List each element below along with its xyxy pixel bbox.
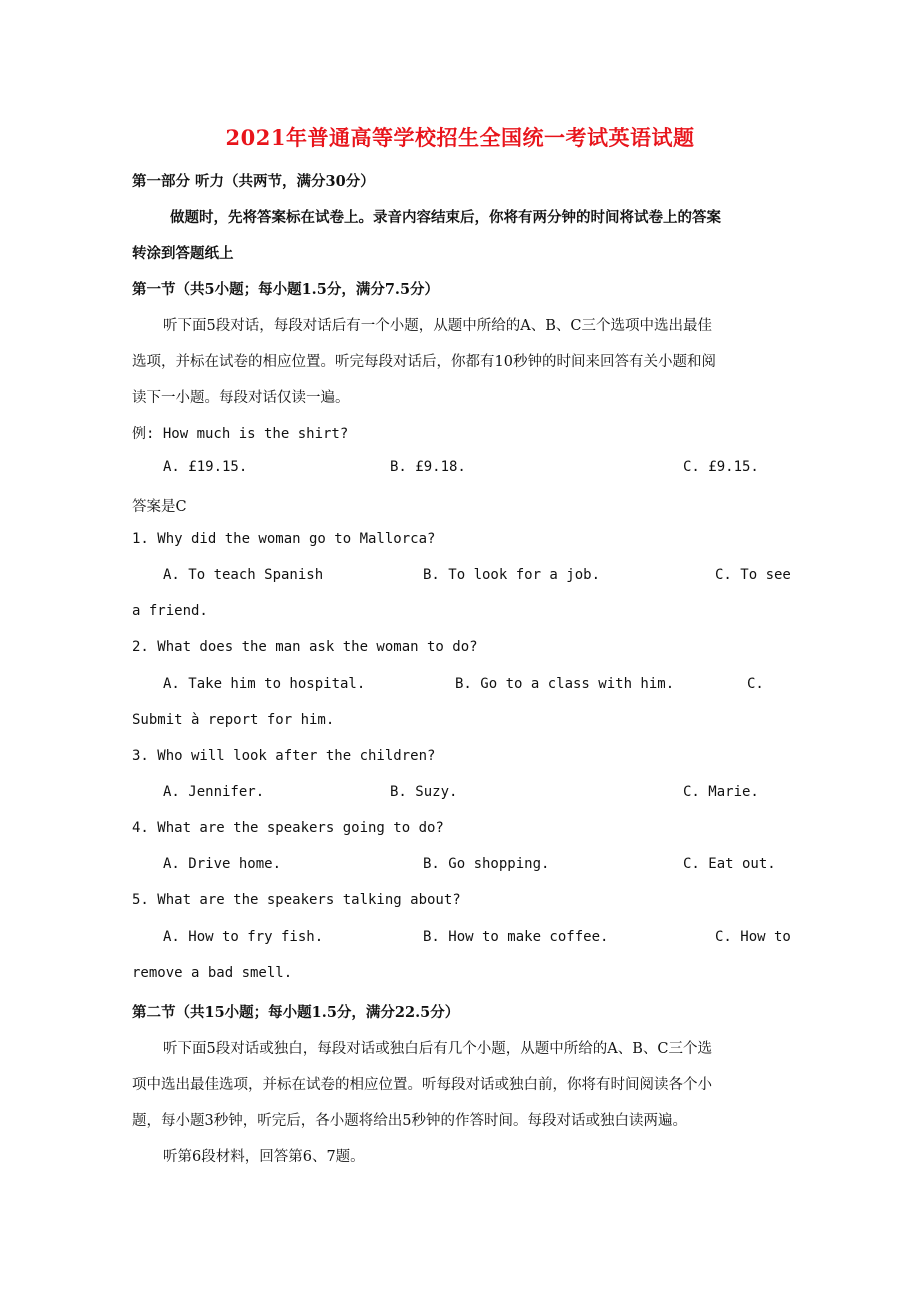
example-question: 例: How much is the shirt? <box>132 426 349 442</box>
example-answer: 答案是C <box>132 499 187 515</box>
part1-instruction-line1: 做题时，先将答案标在试卷上。录音内容结束后，你将有两分钟的时间将试卷上的答案 <box>170 209 721 226</box>
section1-heading: 第一节（共5小题；每小题1.5分，满分7.5分） <box>132 281 440 298</box>
part1-instruction-line2: 转涂到答题纸上 <box>132 245 234 262</box>
q5-option-a: A. How to fry fish. <box>163 929 324 945</box>
q3-option-a: A. Jennifer. <box>163 784 265 800</box>
q2-question: 2. What does the man ask the woman to do? <box>132 639 478 655</box>
q4-option-a: A. Drive home. <box>163 856 282 872</box>
section1-para-line1: 听下面5段对话，每段对话后有一个小题，从题中所给的A、B、C三个选项中选出最佳 <box>163 318 712 334</box>
q5-option-b: B. How to make coffee. <box>423 929 609 945</box>
q5-option-c: C. How to <box>715 929 791 945</box>
section2-heading: 第二节（共15小题；每小题1.5分，满分22.5分） <box>132 1004 460 1021</box>
q2-option-b: B. Go to a class with him. <box>455 676 675 692</box>
q1-question: 1. Why did the woman go to Mallorca? <box>132 531 436 547</box>
part1-heading: 第一部分 听力（共两节，满分30分） <box>132 173 375 190</box>
q2-option-c-cont: Submit à report for him. <box>132 712 335 728</box>
section2-para-line1: 听下面5段对话或独白，每段对话或独白后有几个小题，从题中所给的A、B、C三个选 <box>163 1041 712 1057</box>
q1-option-c: C. To see <box>715 567 791 583</box>
section1-para-line3: 读下一小题。每段对话仅读一遍。 <box>132 390 350 406</box>
example-option-a: A. £19.15. <box>163 459 248 475</box>
q4-option-c: C. Eat out. <box>683 856 776 872</box>
q4-question: 4. What are the speakers going to do? <box>132 820 444 836</box>
exam-title: 2021年普通高等学校招生全国统一考试英语试题 <box>225 125 695 150</box>
section2-para-line4: 听第6段材料，回答第6、7题。 <box>163 1149 365 1165</box>
q2-option-c: C. <box>747 676 764 692</box>
q5-question: 5. What are the speakers talking about? <box>132 892 461 908</box>
q5-option-c-cont: remove a bad smell. <box>132 965 293 981</box>
q1-option-c-cont: a friend. <box>132 603 208 619</box>
section2-para-line2: 项中选出最佳选项，并标在试卷的相应位置。听每段对话或独白前，你将有时间阅读各个小 <box>132 1077 712 1093</box>
example-option-b: B. £9.18. <box>390 459 466 475</box>
q3-question: 3. Who will look after the children? <box>132 748 436 764</box>
q2-option-a: A. Take him to hospital. <box>163 676 366 692</box>
q1-option-a: A. To teach Spanish <box>163 567 324 583</box>
section1-para-line2: 选项，并标在试卷的相应位置。听完每段对话后，你都有10秒钟的时间来回答有关小题和阅 <box>132 354 716 370</box>
example-option-c: C. £9.15. <box>683 459 759 475</box>
q3-option-c: C. Marie. <box>683 784 759 800</box>
q1-option-b: B. To look for a job. <box>423 567 601 583</box>
q4-option-b: B. Go shopping. <box>423 856 550 872</box>
q3-option-b: B. Suzy. <box>390 784 458 800</box>
section2-para-line3: 题，每小题3秒钟，听完后，各小题将给出5秒钟的作答时间。每段对话或独白读两遍。 <box>132 1113 687 1129</box>
